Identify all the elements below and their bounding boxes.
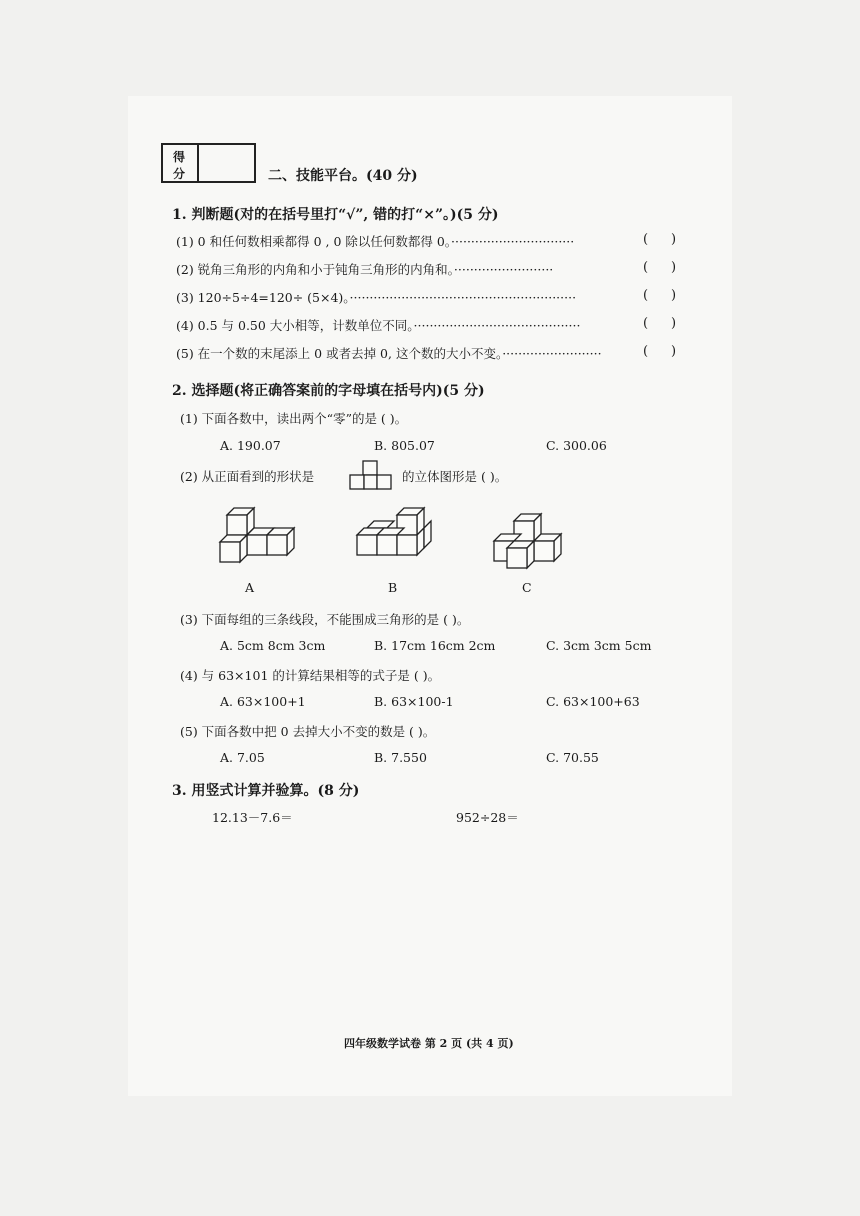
q3-expression-1: 12.13－7.6＝ xyxy=(212,810,293,825)
q2-sub3-option-b: B. 17cm 16cm 2cm xyxy=(374,638,496,653)
score-box-divider xyxy=(197,145,199,181)
q1-item-2: (2) 锐角三角形的内角和小于钝角三角形的内角和。························· xyxy=(176,262,554,277)
q2-title: 2. 选择题(将正确答案前的字母填在括号内)(5 分) xyxy=(172,383,485,399)
figure-label-b: B xyxy=(388,580,398,595)
q1-item-1-paren-left: ( xyxy=(643,232,649,247)
q2-sub5-text: (5) 下面各数中把 0 去掉大小不变的数是 ( )。 xyxy=(180,724,436,739)
q1-item-3-paren-left: ( xyxy=(643,288,649,303)
q2-sub4-option-a: A. 63×100+1 xyxy=(220,694,306,709)
q3-expression-2: 952÷28＝ xyxy=(456,810,519,825)
q2-sub4-text: (4) 与 63×101 的计算结果相等的式子是 ( )。 xyxy=(180,668,441,683)
q1-item-1: (1) 0 和任何数相乘都得 0 , 0 除以任何数都得 0。······························· xyxy=(176,234,575,249)
solid-figure-b-icon xyxy=(355,505,440,569)
page-footer: 四年级数学试卷 第 2 页 (共 4 页) xyxy=(344,1037,514,1050)
q2-sub2-text-pre: (2) 从正面看到的形状是 xyxy=(180,469,315,484)
q1-item-2-paren-right: ) xyxy=(671,260,677,275)
q2-sub3-option-a: A. 5cm 8cm 3cm xyxy=(220,638,326,653)
q2-sub1-option-a: A. 190.07 xyxy=(220,438,281,453)
score-label-top: 得 xyxy=(173,150,186,164)
q1-title: 1. 判断题(对的在括号里打“√”, 错的打“×”。)(5 分) xyxy=(172,207,499,223)
figure-label-a: A xyxy=(245,580,255,595)
q1-item-3-paren-right: ) xyxy=(671,288,677,303)
q2-sub1-option-c: C. 300.06 xyxy=(546,438,607,453)
q2-sub4-option-c: C. 63×100+63 xyxy=(546,694,640,709)
q2-sub2-text-post: 的立体图形是 ( )。 xyxy=(402,469,508,484)
solid-figure-a-icon xyxy=(215,505,300,569)
q1-item-1-paren-right: ) xyxy=(671,232,677,247)
q2-sub5-option-a: A. 7.05 xyxy=(220,750,265,765)
q1-item-4-paren-right: ) xyxy=(671,316,677,331)
q1-item-5-paren-left: ( xyxy=(643,344,649,359)
score-box xyxy=(161,143,256,183)
q1-item-4: (4) 0.5 与 0.50 大小相等，计数单位不同。·········································· xyxy=(176,318,581,333)
solid-figure-c-icon xyxy=(492,508,567,572)
q2-sub3-text: (3) 下面每组的三条线段，不能围成三角形的是 ( )。 xyxy=(180,612,470,627)
q2-sub5-option-b: B. 7.550 xyxy=(374,750,427,765)
q2-sub4-option-b: B. 63×100-1 xyxy=(374,694,454,709)
q2-sub5-option-c: C. 70.55 xyxy=(546,750,599,765)
q1-item-5: (5) 在一个数的末尾添上 0 或者去掉 0, 这个数的大小不变。························· xyxy=(176,346,602,361)
front-view-shape-icon xyxy=(350,460,392,492)
score-label-bottom: 分 xyxy=(173,167,186,181)
section-title: 二、技能平台。(40 分) xyxy=(268,168,418,184)
q2-sub3-option-c: C. 3cm 3cm 5cm xyxy=(546,638,652,653)
q3-title: 3. 用竖式计算并验算。(8 分) xyxy=(172,783,360,799)
q1-item-3: (3) 120÷5÷4=120÷ (5×4)。························································· xyxy=(176,290,577,305)
q2-sub1-text: (1) 下面各数中，读出两个“零”的是 ( )。 xyxy=(180,411,408,426)
q1-item-5-paren-right: ) xyxy=(671,344,677,359)
figure-label-c: C xyxy=(522,580,532,595)
q1-item-2-paren-left: ( xyxy=(643,260,649,275)
q1-item-4-paren-left: ( xyxy=(643,316,649,331)
q2-sub1-option-b: B. 805.07 xyxy=(374,438,435,453)
